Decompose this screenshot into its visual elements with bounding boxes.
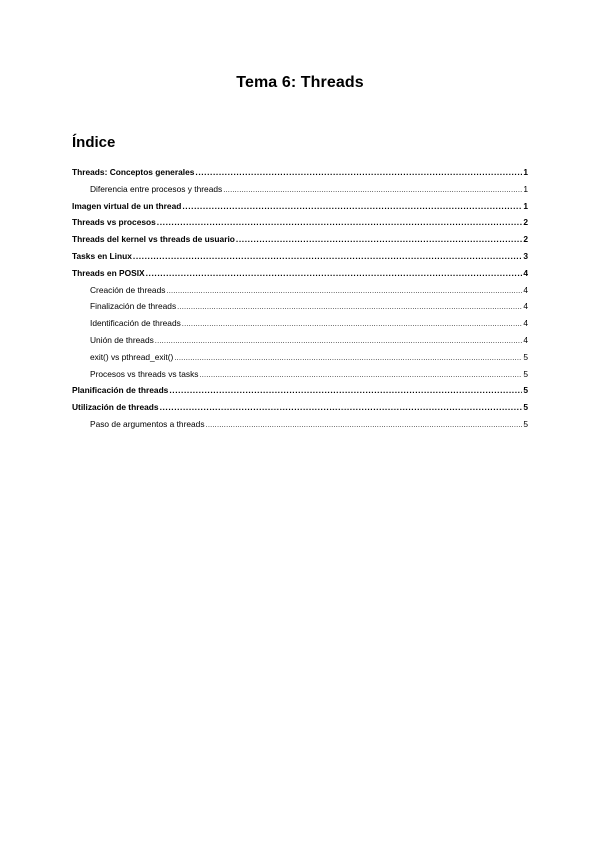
toc-entry[interactable] [72,298,528,315]
toc-dot-leader [199,366,522,384]
toc-entry[interactable] [72,399,528,416]
toc-entry-label: Planificación de threads [72,385,169,396]
toc-entry[interactable] [72,265,528,282]
toc-entry[interactable] [72,349,528,366]
toc-dot-leader [166,282,522,300]
toc-dot-leader [195,164,522,181]
toc-entry-page-number: 1 [523,200,528,211]
table-of-contents [72,164,528,433]
toc-dot-leader [169,382,522,399]
toc-entry-label: Threads del kernel vs threads de usuario [72,234,235,245]
toc-dot-leader [182,315,523,333]
toc-entry[interactable] [72,248,528,265]
toc-entry-page-number: 5 [523,402,528,413]
toc-entry-label: Tasks en Linux [72,250,132,261]
toc-entry[interactable] [72,181,528,198]
toc-entry[interactable] [72,382,528,399]
toc-entry-label: Threads: Conceptos generales [72,167,195,177]
toc-entry-label: Finalización de threads [90,301,177,312]
toc-entry-page-number: 2 [523,234,528,245]
toc-entry-label: Utilización de threads [72,402,159,413]
toc-dot-leader [223,181,522,199]
toc-entry[interactable] [72,231,528,248]
toc-dot-leader [157,214,523,231]
toc-entry[interactable] [72,416,528,433]
toc-entry-page-number: 4 [523,301,528,312]
toc-dot-leader [177,298,522,316]
toc-entry-page-number: 3 [523,250,528,261]
toc-dot-leader [160,399,523,416]
toc-dot-leader [236,231,522,248]
toc-entry-label: Imagen virtual de un thread [72,200,182,211]
toc-entry-page-number: 5 [523,385,528,396]
toc-dot-leader [182,198,522,215]
toc-entry-label: Threads vs procesos [72,217,156,228]
toc-dot-leader [146,265,523,282]
toc-entry-label: Creación de threads [90,284,166,295]
toc-entry-label: Paso de argumentos a threads [90,418,205,429]
toc-entry-label: Identificación de threads [90,318,181,329]
toc-entry-label: Diferencia entre procesos y threads [90,183,223,194]
toc-entry-page-number: 2 [523,217,528,228]
document-title: Tema 6: Threads [236,74,364,91]
toc-entry[interactable] [72,366,528,383]
toc-entry-page-number: 1 [523,167,528,177]
toc-dot-leader [206,416,523,434]
toc-entry[interactable] [72,332,528,349]
toc-entry-page-number: 1 [523,183,528,194]
toc-entry-label: Threads en POSIX [72,267,145,278]
toc-entry[interactable] [72,214,528,231]
toc-entry-label: exit() vs pthread_exit() [90,351,174,362]
toc-entry-page-number: 4 [523,334,528,345]
toc-entry-label: Unión de threads [90,334,154,345]
toc-dot-leader [155,332,523,350]
index-heading: Índice [72,134,116,151]
toc-entry-page-number: 4 [523,318,528,329]
toc-entry-page-number: 5 [523,351,528,362]
toc-entry-page-number: 5 [523,418,528,429]
toc-entry[interactable] [72,164,528,181]
toc-entry-label: Procesos vs threads vs tasks [90,368,199,379]
toc-entry-page-number: 5 [523,368,528,379]
toc-dot-leader [174,349,522,367]
toc-dot-leader [133,248,522,265]
toc-entry-page-number: 4 [523,284,528,295]
toc-entry[interactable] [72,282,528,299]
toc-entry-page-number: 4 [523,267,528,278]
toc-entry[interactable] [72,315,528,332]
toc-entry[interactable] [72,198,528,215]
